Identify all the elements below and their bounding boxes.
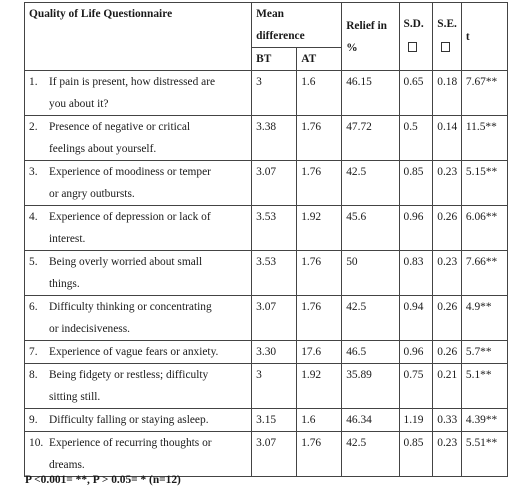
- cell-relief: 50: [342, 251, 399, 296]
- cell-at: 17.6: [297, 341, 342, 364]
- cell-se: 0.23: [433, 161, 462, 206]
- header-mean-difference: Mean difference: [252, 3, 342, 48]
- table-row: [25, 432, 508, 477]
- cell-se: 0.26: [433, 341, 462, 364]
- cell-bt: 3.15: [252, 409, 297, 432]
- cell-relief: 42.5: [342, 296, 399, 341]
- header-sd: S.D.: [399, 3, 433, 71]
- question-cell: [25, 116, 252, 161]
- cell-t: 5.15**: [461, 161, 507, 206]
- cell-bt: 3.30: [252, 341, 297, 364]
- question-text: Presence of negative or critical: [49, 121, 191, 133]
- question-number: 8.: [29, 369, 38, 381]
- cell-at: 1.92: [297, 364, 342, 409]
- question-text: Experience of recurring thoughts or: [49, 437, 212, 449]
- cell-t: 5.1**: [461, 364, 507, 409]
- question-number: 5.: [29, 256, 38, 268]
- table-row: [25, 296, 508, 341]
- cell-relief: 42.5: [342, 161, 399, 206]
- question-text: If pain is present, how distressed are: [49, 76, 216, 88]
- cell-relief: 46.34: [342, 409, 399, 432]
- question-text: Difficulty falling or staying asleep.: [49, 414, 209, 426]
- cell-se: 0.14: [433, 116, 462, 161]
- cell-t: 7.67**: [461, 71, 507, 116]
- cell-se: 0.33: [433, 409, 462, 432]
- cell-sd: 0.5: [399, 116, 433, 161]
- question-text-continued: or indecisiveness.: [49, 323, 130, 335]
- cell-sd: 0.85: [399, 161, 433, 206]
- header-se: S.E.: [433, 3, 462, 71]
- table-row: [25, 409, 508, 432]
- cell-bt: 3: [252, 364, 297, 409]
- cell-at: 1.76: [297, 161, 342, 206]
- cell-bt: 3.53: [252, 206, 297, 251]
- table-row: [25, 341, 508, 364]
- question-text-continued: dreams.: [49, 459, 85, 471]
- question-number: 7.: [29, 346, 38, 358]
- cell-bt: 3.07: [252, 161, 297, 206]
- table-row: [25, 364, 508, 409]
- question-text: Being overly worried about small: [49, 256, 203, 268]
- question-cell: [25, 432, 252, 477]
- question-cell: [25, 341, 252, 364]
- question-cell: [25, 206, 252, 251]
- cell-se: 0.18: [433, 71, 462, 116]
- cell-se: 0.21: [433, 364, 462, 409]
- question-text-continued: you about it?: [49, 98, 109, 110]
- cell-relief: 35.89: [342, 364, 399, 409]
- cell-at: 1.76: [297, 251, 342, 296]
- cell-t: 5.51**: [461, 432, 507, 477]
- cell-bt: 3.07: [252, 432, 297, 477]
- cell-sd: 0.96: [399, 206, 433, 251]
- significance-footnote: P <0.001= **, P > 0.05= * (n=12): [25, 474, 181, 486]
- cell-sd: 0.83: [399, 251, 433, 296]
- cell-relief: 46.5: [342, 341, 399, 364]
- cell-bt: 3.07: [252, 296, 297, 341]
- question-text: Experience of vague fears or anxiety.: [49, 346, 219, 358]
- cell-at: 1.76: [297, 296, 342, 341]
- cell-sd: 1.19: [399, 409, 433, 432]
- table-row: [25, 71, 508, 116]
- question-cell: [25, 364, 252, 409]
- cell-se: 0.23: [433, 251, 462, 296]
- table-row: [25, 251, 508, 296]
- question-text-continued: or angry outbursts.: [49, 188, 135, 200]
- question-text-continued: interest.: [49, 233, 86, 245]
- table-header: [25, 3, 508, 71]
- question-text-continued: feelings about yourself.: [49, 143, 157, 155]
- cell-t: 7.66**: [461, 251, 507, 296]
- cell-bt: 3: [252, 71, 297, 116]
- question-cell: [25, 296, 252, 341]
- cell-sd: 0.75: [399, 364, 433, 409]
- question-text-continued: sitting still.: [49, 391, 101, 403]
- question-number: 10.: [29, 437, 44, 449]
- question-text-continued: things.: [49, 278, 80, 290]
- cell-se: 0.26: [433, 296, 462, 341]
- question-text: Being fidgety or restless; difficulty: [49, 369, 209, 381]
- cell-se: 0.23: [433, 432, 462, 477]
- question-number: 2.: [29, 121, 38, 133]
- cell-se: 0.26: [433, 206, 462, 251]
- question-number: 9.: [29, 414, 38, 426]
- header-t: t: [461, 3, 507, 71]
- cell-t: 6.06**: [461, 206, 507, 251]
- table-row: [25, 206, 508, 251]
- cell-t: 4.39**: [461, 409, 507, 432]
- cell-relief: 45.6: [342, 206, 399, 251]
- placeholder-box-icon: [441, 42, 450, 52]
- cell-bt: 3.38: [252, 116, 297, 161]
- cell-at: 1.6: [297, 71, 342, 116]
- table-body: [25, 71, 508, 477]
- header-at: AT: [297, 48, 342, 71]
- question-cell: [25, 71, 252, 116]
- cell-at: 1.76: [297, 116, 342, 161]
- cell-sd: 0.85: [399, 432, 433, 477]
- cell-relief: 42.5: [342, 432, 399, 477]
- cell-bt: 3.53: [252, 251, 297, 296]
- cell-sd: 0.94: [399, 296, 433, 341]
- question-text: Difficulty thinking or concentrating: [49, 301, 212, 313]
- question-number: 1.: [29, 76, 38, 88]
- cell-t: 11.5**: [461, 116, 507, 161]
- question-text: Experience of depression or lack of: [49, 211, 211, 223]
- cell-sd: 0.65: [399, 71, 433, 116]
- table-row: [25, 116, 508, 161]
- cell-t: 4.9**: [461, 296, 507, 341]
- question-number: 6.: [29, 301, 38, 313]
- quality-of-life-table: [24, 2, 508, 477]
- cell-relief: 46.15: [342, 71, 399, 116]
- header-relief: Relief in %: [342, 3, 399, 71]
- cell-at: 1.6: [297, 409, 342, 432]
- cell-at: 1.76: [297, 432, 342, 477]
- cell-at: 1.92: [297, 206, 342, 251]
- question-cell: [25, 251, 252, 296]
- placeholder-box-icon: [408, 42, 417, 52]
- question-cell: [25, 409, 252, 432]
- header-bt: BT: [252, 48, 297, 71]
- question-number: 4.: [29, 211, 38, 223]
- question-text: Experience of moodiness or temper: [49, 166, 211, 178]
- question-cell: [25, 161, 252, 206]
- cell-sd: 0.96: [399, 341, 433, 364]
- header-question: Quality of Life Questionnaire: [25, 3, 252, 71]
- cell-relief: 47.72: [342, 116, 399, 161]
- cell-t: 5.7**: [461, 341, 507, 364]
- question-number: 3.: [29, 166, 38, 178]
- table-row: [25, 161, 508, 206]
